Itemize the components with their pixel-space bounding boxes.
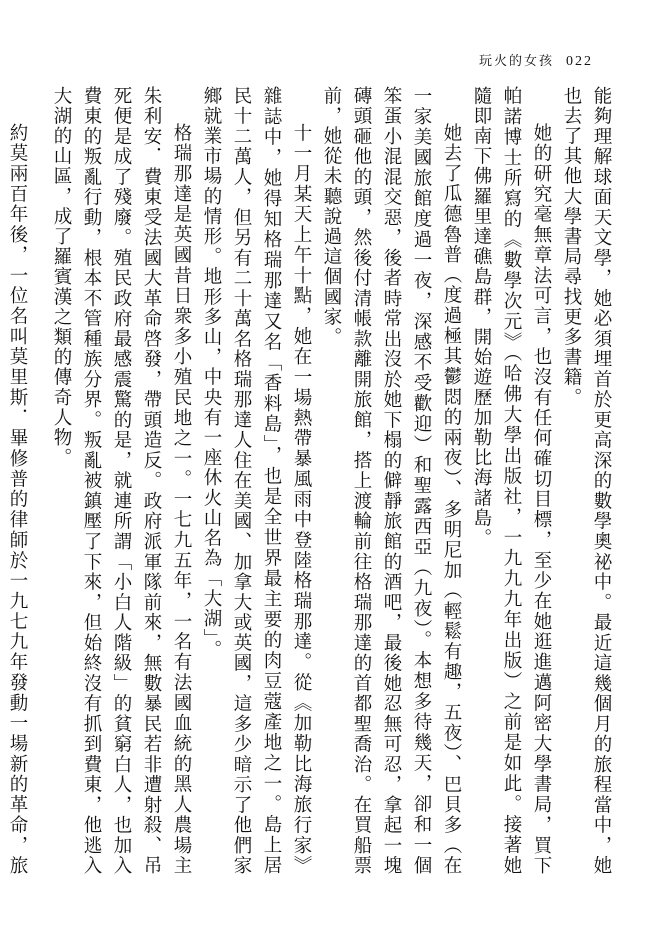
paragraph: 她去了瓜德魯普（度過極其鬱悶的兩夜）、多明尼加（輕鬆有趣，五夜）、巴貝多（在一家美國旅館度過一夜，深感不受歡迎）和聖露西亞（九夜）。本想多待幾天，卻和一個笨蛋小混混交惡，後者時常出沒於她下榻的僻靜旅館的酒吧，最後她忍無可忍，拿起一塊磚頭砸他的頭，然後付清帳款離開旅館，搭上渡輪前往格瑞那達的首都聖喬治。在買船票前，她從未聽說過這個國家。: [321, 86, 462, 876]
paragraph: 約莫兩百年後，一位名叫莫里斯．畢修普的律師於一九七九年發動一場新的革命，旅: [7, 123, 28, 876]
book-title: 玩火的女孩: [478, 54, 554, 69]
page-number: 022: [566, 54, 593, 69]
paragraph: 她的研究毫無章法可言，也沒有任何確切目標，至少在她逛進邁阿密大學書局，買下帕諾博士所寫的《數學次元》（哈佛大學出版社，一九九九年出版）之前是如此。接著她隨即南下佛羅里達礁島群，開始遊歷加勒比海諸島。: [471, 86, 552, 876]
vertical-text-body: [7, 86, 616, 876]
running-header: [479, 50, 593, 70]
paragraph: 格瑞那達是英國昔日衆多小殖民地之一。一七九五年，一名有法國血統的黑人農場主朱利安．費東受法國大革命啓發，帶頭造反。政府派軍隊前來，無數暴民若非遭射殺、吊死便是成了殘廢。殖民政府最感震驚的是，就連所謂「小白人階級」的貧窮白人，也加入費東的叛亂行動，根本不管種族分界。叛亂被鎮壓了下來，但始終沒有抓到費東，他逃入大湖的山區，成了羅賓漢之類的傳奇人物。: [51, 86, 192, 876]
paragraph: 十一月某天上午十點，她在一場熱帶暴風雨中登陸格瑞那達。從《加勒比海旅行家》雜誌中，她得知格瑞那達又名「香料島」，也是全世界最主要的肉豆蔻產地之一。島上居民十二萬人，但另有二十萬名格瑞那達人住在美國、加拿大或英國，這多少暗示了他們家鄉就業市場的情形。地形多山，中央有一座休火山名為「大湖」。: [201, 86, 312, 876]
paragraph: 能夠理解球面天文學，她必須埋首於更高深的數學奧祕中。最近這幾個月的旅程當中，她也去了其他大學書局尋找更多書籍。: [561, 86, 612, 876]
